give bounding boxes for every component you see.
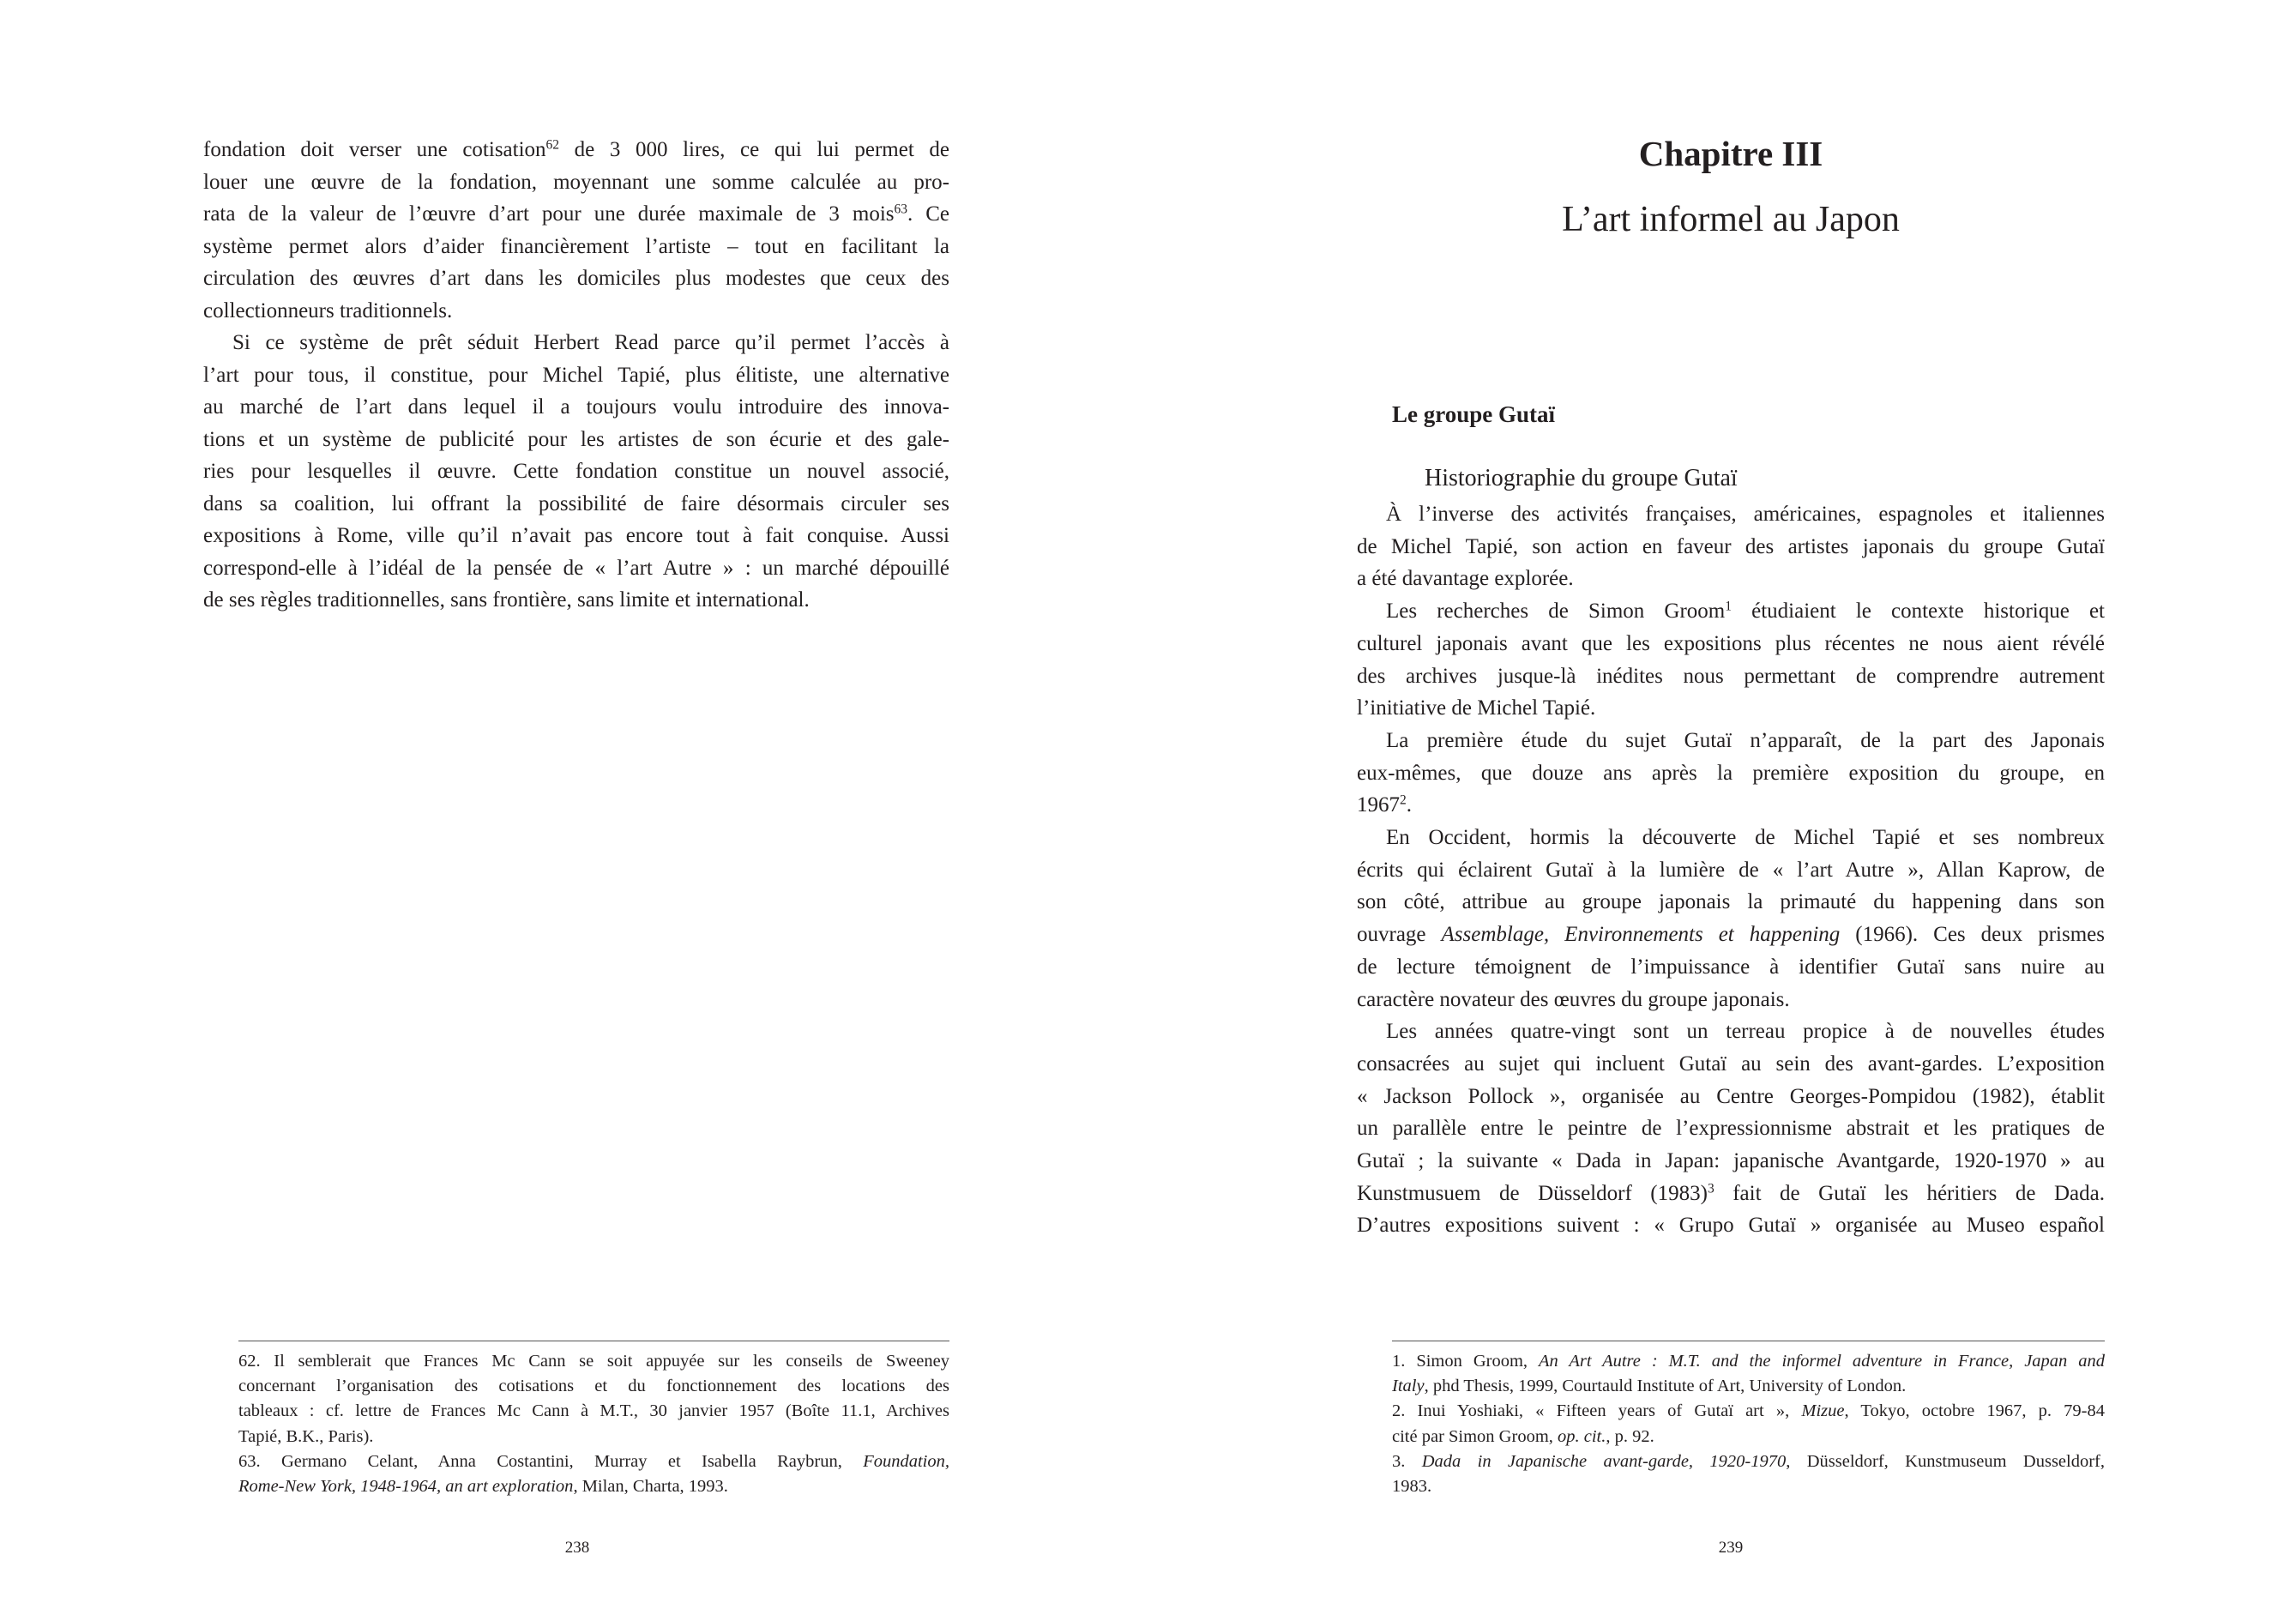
body-line — [203, 231, 949, 263]
footnote-line — [1392, 1474, 2105, 1499]
footnote-reference: 1 — [1725, 599, 1732, 614]
body-line — [203, 488, 949, 521]
footnote-reference: 2 — [1400, 792, 1407, 808]
text-run: ouvrage — [1357, 923, 1442, 947]
text-run: , Düsseldorf, Kunstmuseum Dusseldorf, — [1786, 1451, 2106, 1471]
text-run: , Milan, Charta, 1993. — [573, 1477, 728, 1496]
body-line — [1386, 725, 2105, 757]
footnote-reference: 3 — [1707, 1181, 1714, 1196]
body-line — [1357, 1081, 2105, 1113]
body-line — [1386, 498, 2105, 531]
text-run: 62. Il semblerait que Frances Mc Cann se soit appuyée sur les conseils de Sweeney — [238, 1352, 949, 1371]
footnote-line — [238, 1349, 949, 1374]
italic-title: Assemblage, Environnements et happening — [1441, 923, 1841, 947]
text-run: l’art pour tous, il constitue, pour Michel Tapié, plus élitiste, une alternative — [203, 363, 949, 387]
text-run: fait de Gutaï les héritiers de Dada. — [1714, 1181, 2105, 1205]
chapter-number: Chapitre III — [1638, 134, 1823, 173]
page-number-left: 238 — [564, 1539, 590, 1557]
footnote-line — [238, 1374, 949, 1399]
body-line — [1357, 854, 2105, 887]
text-run: expositions à Rome, ville qu’il n’avait pas encore tout à fait conquise. Aussi — [203, 524, 949, 547]
footnote-line — [238, 1425, 949, 1449]
text-run: rata de la valeur de l’œuvre d’art pour une durée maximale de 3 mois — [203, 202, 895, 226]
text-run: Tapié, B.K., Paris). — [238, 1426, 374, 1446]
text-run: consacrées au sujet qui incluent Gutaï au sein des avant-gardes. L’exposition — [1357, 1052, 2105, 1076]
body-line — [1386, 822, 2105, 854]
text-run: de lecture témoignent de l’impuissance à identifier Gutaï sans nuire au — [1357, 955, 2105, 979]
footnote-line — [1392, 1374, 2105, 1399]
body-line — [1357, 951, 2105, 984]
body-line — [203, 359, 949, 392]
body-line — [232, 327, 949, 359]
text-run: Les années quatre-vingt sont un terreau propice à de nouvelles études — [1386, 1020, 2105, 1044]
text-run: 1983. — [1392, 1477, 1432, 1496]
text-run: de ses règles traditionnelles, sans frontière, sans limite et international. — [203, 588, 810, 612]
body-line — [1357, 1178, 2105, 1210]
section-heading: Le groupe Gutaï — [1392, 401, 1556, 427]
text-run: 63. Germano Celant, Anna Costantini, Murray et Isabella Raybrun, — [238, 1451, 864, 1471]
text-run: Kunstmusuem de Düsseldorf (1983) — [1357, 1181, 1708, 1205]
body-line — [203, 520, 949, 552]
italic-title: Foundation, — [863, 1451, 949, 1471]
text-run: . Ce — [907, 202, 949, 226]
body-line — [203, 198, 949, 231]
text-run: l’initiative de Michel Tapié. — [1357, 696, 1596, 720]
italic-title: Dada in Japanische avant-garde, 1920-1970 — [1421, 1451, 1787, 1471]
text-run: de Michel Tapié, son action en faveur des artistes japonais du groupe Gutaï — [1357, 534, 2105, 558]
text-run: culturel japonais avant que les expositions plus récentes ne nous aient révélé — [1357, 631, 2105, 655]
body-line — [203, 262, 949, 295]
body-line — [1357, 692, 2105, 725]
body-line — [1386, 595, 2105, 628]
body-line — [203, 134, 949, 166]
body-line — [1357, 757, 2105, 790]
italic-title: Rome-New York, 1948-1964, an art exploration — [238, 1477, 574, 1496]
italic-title: An Art Autre : M.T. and the informel adventure in France, Japan and — [1538, 1352, 2105, 1371]
text-run: . — [1406, 793, 1412, 817]
text-run: son côté, attribue au groupe japonais la primauté du happening dans son — [1357, 890, 2105, 914]
text-run: 1967 — [1357, 793, 1400, 817]
body-line — [1386, 1015, 2105, 1048]
italic-title: op. cit. — [1558, 1426, 1606, 1446]
footnote-line — [1392, 1349, 2105, 1374]
text-run: écrits qui éclairent Gutaï à la lumière de « l’art Autre », Allan Kaprow, de — [1357, 858, 2105, 882]
body-line — [1357, 1048, 2105, 1081]
text-run: ries pour lesquelles il œuvre. Cette fondation constitue un nouvel associé, — [203, 460, 949, 483]
text-run: étudiaient le contexte historique et — [1731, 600, 2105, 624]
text-run: La première étude du sujet Gutaï n’apparaît, de la part des Japonais — [1386, 728, 2105, 752]
italic-title: Mizue — [1801, 1401, 1845, 1421]
subsection-heading: Historiographie du groupe Gutaï — [1425, 465, 1738, 491]
footnote-reference: 62 — [545, 137, 560, 153]
body-line — [203, 295, 949, 328]
body-line — [203, 455, 949, 488]
body-line — [1357, 886, 2105, 919]
body-line — [1357, 789, 2105, 822]
body-line — [1357, 984, 2105, 1016]
body-line — [1357, 1145, 2105, 1178]
text-run: tableaux : cf. lettre de Frances Mc Cann à M.T., 30 janvier 1957 (Boîte 11.1, Archives — [238, 1401, 949, 1421]
text-run: eux-mêmes, que douze ans après la première exposition du groupe, en — [1357, 761, 2105, 785]
body-line — [1357, 660, 2105, 693]
text-run: Gutaï ; la suivante « Dada in Japan: japanische Avantgarde, 1920-1970 » au — [1357, 1149, 2105, 1172]
body-line — [1357, 1112, 2105, 1145]
text-run: correspond-elle à l’idéal de la pensée de « l’art Autre » : un marché dépouillé — [203, 556, 949, 580]
text-run: 3. — [1392, 1451, 1422, 1471]
text-run: (1966). Ces deux prismes — [1840, 923, 2105, 947]
text-run: En Occident, hormis la découverte de Michel Tapié et ses nombreux — [1386, 826, 2105, 849]
text-run: des archives jusque-là inédites nous permettant de comprendre autrement — [1357, 664, 2105, 688]
body-line — [203, 391, 949, 424]
text-run: D’autres expositions suivent : « Grupo Gutaï » organisée au Museo español — [1357, 1214, 2105, 1238]
text-run: un parallèle entre le peintre de l’expressionnisme abstrait et les pratiques de — [1357, 1117, 2105, 1141]
text-run: « Jackson Pollock », organisée au Centre Georges-Pompidou (1982), établit — [1357, 1084, 2105, 1108]
footnote-line — [238, 1474, 949, 1499]
text-run: louer une œuvre de la fondation, moyennant une somme calculée au pro- — [203, 170, 949, 194]
body-line — [203, 584, 949, 617]
text-run: dans sa coalition, lui offrant la possibilité de faire désormais circuler ses — [203, 491, 949, 515]
footnote-line — [238, 1449, 949, 1474]
body-line — [203, 552, 949, 585]
chapter-title: L’art informel au Japon — [1562, 200, 1900, 239]
text-run: circulation des œuvres d’art dans les domiciles plus modestes que ceux des — [203, 267, 949, 290]
text-run: caractère novateur des œuvres du groupe japonais. — [1357, 987, 1790, 1011]
text-run: , Tokyo, octobre 1967, p. 79-84 — [1844, 1401, 2105, 1421]
text-run: 2. Inui Yoshiaki, « Fifteen years of Gutaï art », — [1392, 1401, 1802, 1421]
footnote-reference: 63 — [894, 202, 907, 217]
text-run: concernant l’organisation des cotisations et du fonctionnement des locations des — [238, 1377, 949, 1396]
text-run: collectionneurs traditionnels. — [203, 298, 453, 322]
footnote-line — [238, 1399, 949, 1424]
text-run: Les recherches de Simon Groom — [1386, 600, 1726, 624]
body-line — [1357, 919, 2105, 951]
text-run: 1. Simon Groom, — [1392, 1352, 1539, 1371]
body-line — [203, 424, 949, 456]
text-run: au marché de l’art dans lequel il a toujours voulu introduire des innova- — [203, 395, 949, 419]
body-line — [1357, 628, 2105, 660]
footnote-line — [1392, 1425, 2105, 1449]
footnote-line — [1392, 1449, 2105, 1474]
body-line — [1357, 563, 2105, 595]
text-run: À l’inverse des activités françaises, américaines, espagnoles et italiennes — [1386, 503, 2105, 526]
italic-title: Italy — [1392, 1377, 1425, 1396]
text-run: de 3 000 lires, ce qui lui permet de — [559, 138, 949, 161]
text-run: système permet alors d’aider financièrement l’artiste – tout en facilitant la — [203, 234, 949, 258]
text-run: Si ce système de prêt séduit Herbert Read parce qu’il permet l’accès à — [232, 331, 949, 354]
text-run: a été davantage explorée. — [1357, 567, 1574, 591]
page-number-right: 239 — [1718, 1539, 1744, 1557]
body-line — [203, 166, 949, 199]
text-run: cité par Simon Groom, — [1392, 1426, 1558, 1446]
body-line — [1357, 531, 2105, 563]
text-run: , phd Thesis, 1999, Courtauld Institute of Art, University of London. — [1424, 1377, 1907, 1396]
text-run: tions et un système de publicité pour les artistes de son écurie et des gale- — [203, 427, 949, 451]
text-run: , p. 92. — [1606, 1426, 1654, 1446]
text-run: fondation doit verser une cotisation — [203, 138, 546, 161]
body-line — [1357, 1209, 2105, 1242]
footnote-line — [1392, 1399, 2105, 1424]
